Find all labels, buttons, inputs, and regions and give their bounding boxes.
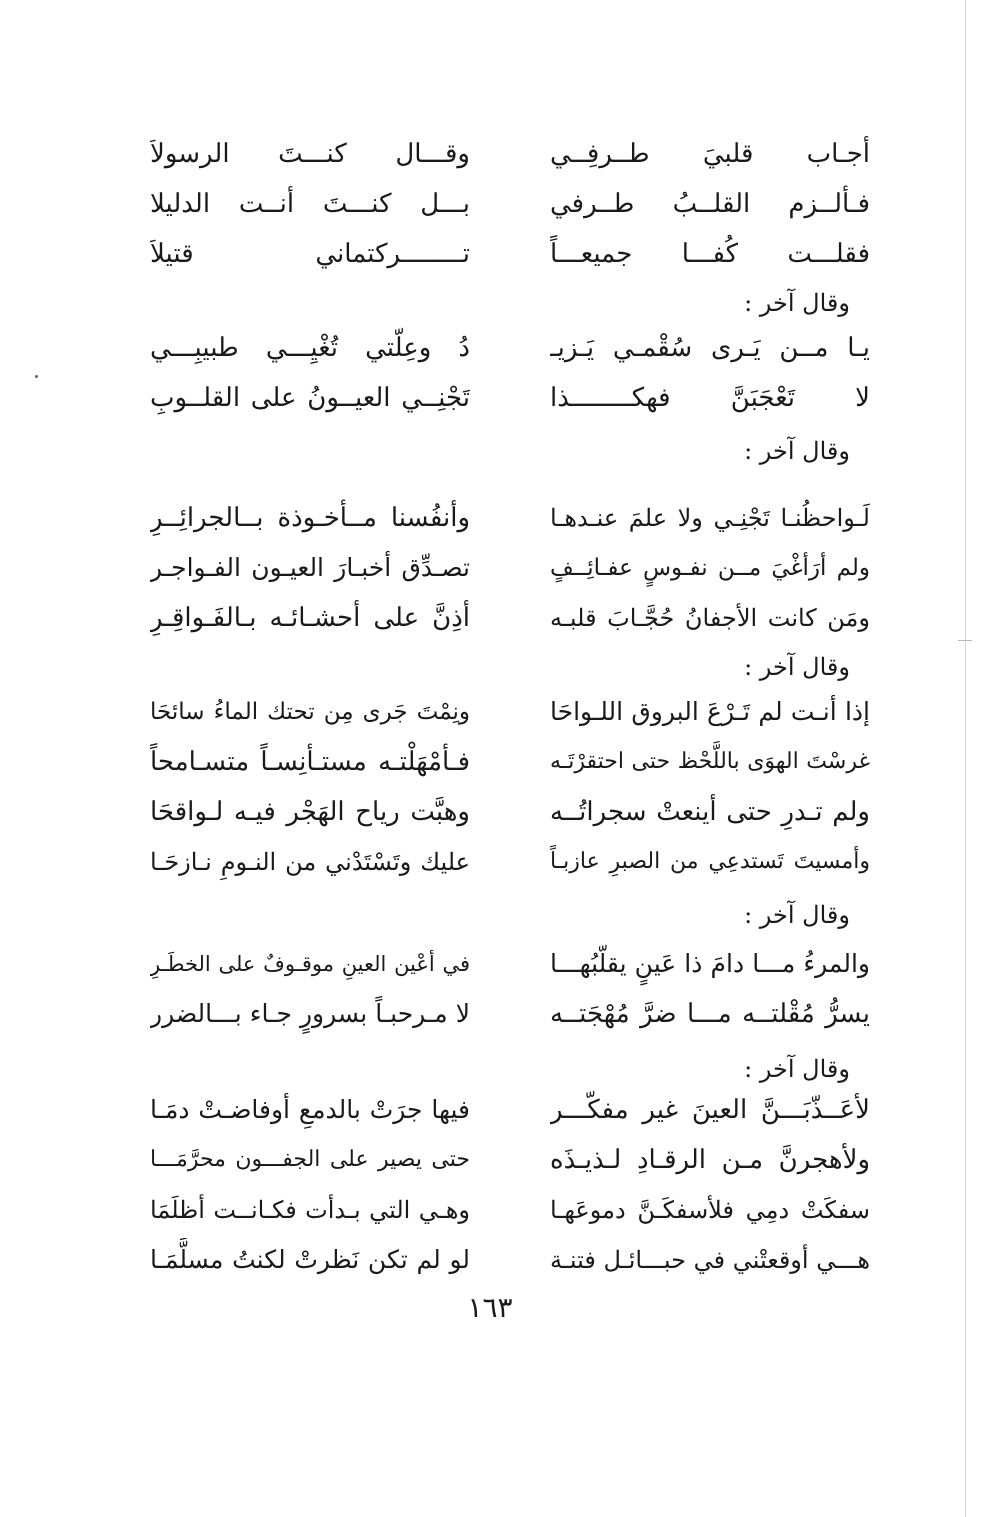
second-hemistich: فيها جرَتْ بالدمعِ أوفاضـتْ دمَـا — [150, 1095, 470, 1124]
first-hemistich: أجـاب قلبيَ طــرفِــي — [550, 139, 870, 169]
first-hemistich: غرسْتَ الهوَى باللَّحْظ حتى احتقرْتَـه — [550, 749, 870, 774]
first-hemistich: ومَن كانت الأجفانُ حُجَّـابَ قلبـه — [550, 604, 870, 632]
first-hemistich: فـألــزم القلــبُ طــرفي — [550, 189, 870, 219]
verse-line — [150, 546, 870, 596]
scan-speck — [35, 375, 38, 378]
verse-line — [150, 376, 870, 426]
verse-line — [150, 496, 870, 546]
section-intro: وقال آخر : — [744, 653, 850, 681]
page-edge-line — [965, 0, 966, 1517]
page-edge-tick — [958, 640, 972, 641]
second-hemistich: تــــــــركتماني قتيلاَ — [150, 239, 470, 269]
first-hemistich: يـا مــن يَـرى سُقْمـي يَـزيـ — [550, 333, 870, 363]
verse-line — [150, 1088, 870, 1138]
first-hemistich: ولم تـدرِ حتى أينعتْ سجراتُــه — [550, 797, 870, 827]
second-hemistich: ونِمْتَ جَرى مِن تحتك الماءُ سائحَا — [150, 699, 470, 725]
verse-line — [150, 1138, 870, 1188]
second-hemistich: فـأمْهَلْتـه مستـأنِسـاً متسـامحاً — [150, 747, 470, 777]
verse-line — [150, 1238, 870, 1288]
verse-line — [150, 1188, 870, 1238]
poem-section-2 — [150, 326, 870, 426]
first-hemistich: إذا أنـت لم تَـرْعَ البروق اللـواحَا — [550, 697, 870, 726]
first-hemistich: لأعَــذّبَـــنَّ العينَ غير مفكّـــر — [550, 1095, 870, 1125]
second-hemistich: في أعْين العينِ موقـوفٌ على الخطَـرِ — [150, 952, 470, 976]
first-hemistich: لا تَعْجَبَنَّ فهكــــــــذا — [550, 383, 870, 413]
poem-section-1 — [150, 132, 870, 282]
second-hemistich: تصـدِّق أخبـارَ العيـون الفـواجـر — [150, 553, 470, 582]
first-hemistich: وأمسيتَ تَستدعِي من الصبرِ عازبـاً — [550, 849, 870, 874]
verse-line — [150, 182, 870, 232]
second-hemistich: وهـي التي بـدأت فكـانــت أظلَمَا — [150, 1196, 470, 1224]
second-hemistich: عليك وتَسْتَدْني من النـومِ نـازحَـا — [150, 848, 470, 876]
section-intro: وقال آخر : — [744, 289, 850, 317]
second-hemistich: حتى يصير على الجفـــون محرَّمَـــا — [150, 1147, 470, 1172]
poem-section-6 — [150, 1088, 870, 1288]
second-hemistich: وأنفُسنا مــأخـوذة بــالجرائِــرِ — [150, 503, 470, 533]
page-number: ١٦٣ — [467, 1291, 513, 1324]
second-hemistich: وقـــال كنـــتَ الرسولاَ — [150, 139, 470, 169]
first-hemistich: فقلـــت كُفـــا جميعـــاً — [550, 239, 870, 269]
verse-line — [150, 790, 870, 840]
verse-line — [150, 132, 870, 182]
verse-line — [150, 690, 870, 740]
second-hemistich: لا مـرحبـاً بسرورٍ جـاء بـــالضرر — [150, 999, 470, 1028]
section-intro: وقال آخر : — [744, 437, 850, 465]
first-hemistich: لَـواحظُنـا تَجْنِـي ولا علمَ عنـدهـا — [550, 504, 870, 532]
first-hemistich: سفكَتْ دمِي فلأسفكَـنَّ دموعَهـا — [550, 1196, 870, 1224]
verse-line — [150, 740, 870, 790]
first-hemistich: ولأهجرنَّ مـن الرقـادِ لـذيـذَه — [550, 1145, 870, 1175]
verse-line — [150, 232, 870, 282]
section-intro: وقال آخر : — [744, 1055, 850, 1083]
poem-section-4 — [150, 690, 870, 890]
first-hemistich: هـــي أوقعتْني في حبـــائـل فتنـة — [550, 1246, 870, 1274]
verse-line — [150, 840, 870, 890]
second-hemistich: وهبَّت رياح الهَجْر فيـه لـواقحَا — [150, 797, 470, 827]
second-hemistich: بـــل كنـــتَ أنــت الدليلا — [150, 189, 470, 219]
verse-line — [150, 326, 870, 376]
section-intro: وقال آخر : — [744, 901, 850, 929]
first-hemistich: يسرُّ مُقْلتــه مـــا ضرَّ مُهْجَتــه — [550, 999, 870, 1029]
verse-line — [150, 596, 870, 646]
first-hemistich: والمرءُ مـــا دامَ ذا عَينٍ يقلّبُهـــا — [550, 949, 870, 978]
poem-section-3 — [150, 496, 870, 646]
first-hemistich: ولم أرَأغْيَ مــن نفـوسٍ عفـائِــفٍ — [550, 555, 870, 581]
second-hemistich: لو لم تكن نَظرتْ لكنتُ مسلَّمَـا — [150, 1245, 470, 1274]
second-hemistich: دُ وعِلّتي تُغْيِـــي طبيبِـــي — [150, 333, 470, 363]
poem-section-5 — [150, 942, 870, 1042]
verse-line — [150, 942, 870, 992]
second-hemistich: تَجْنِــي العيــونُ على القلــوبِ — [150, 383, 470, 413]
verse-line — [150, 992, 870, 1042]
second-hemistich: أذِنَّ على أحشـائـه بـالفَـواقِـرِ — [150, 603, 470, 633]
